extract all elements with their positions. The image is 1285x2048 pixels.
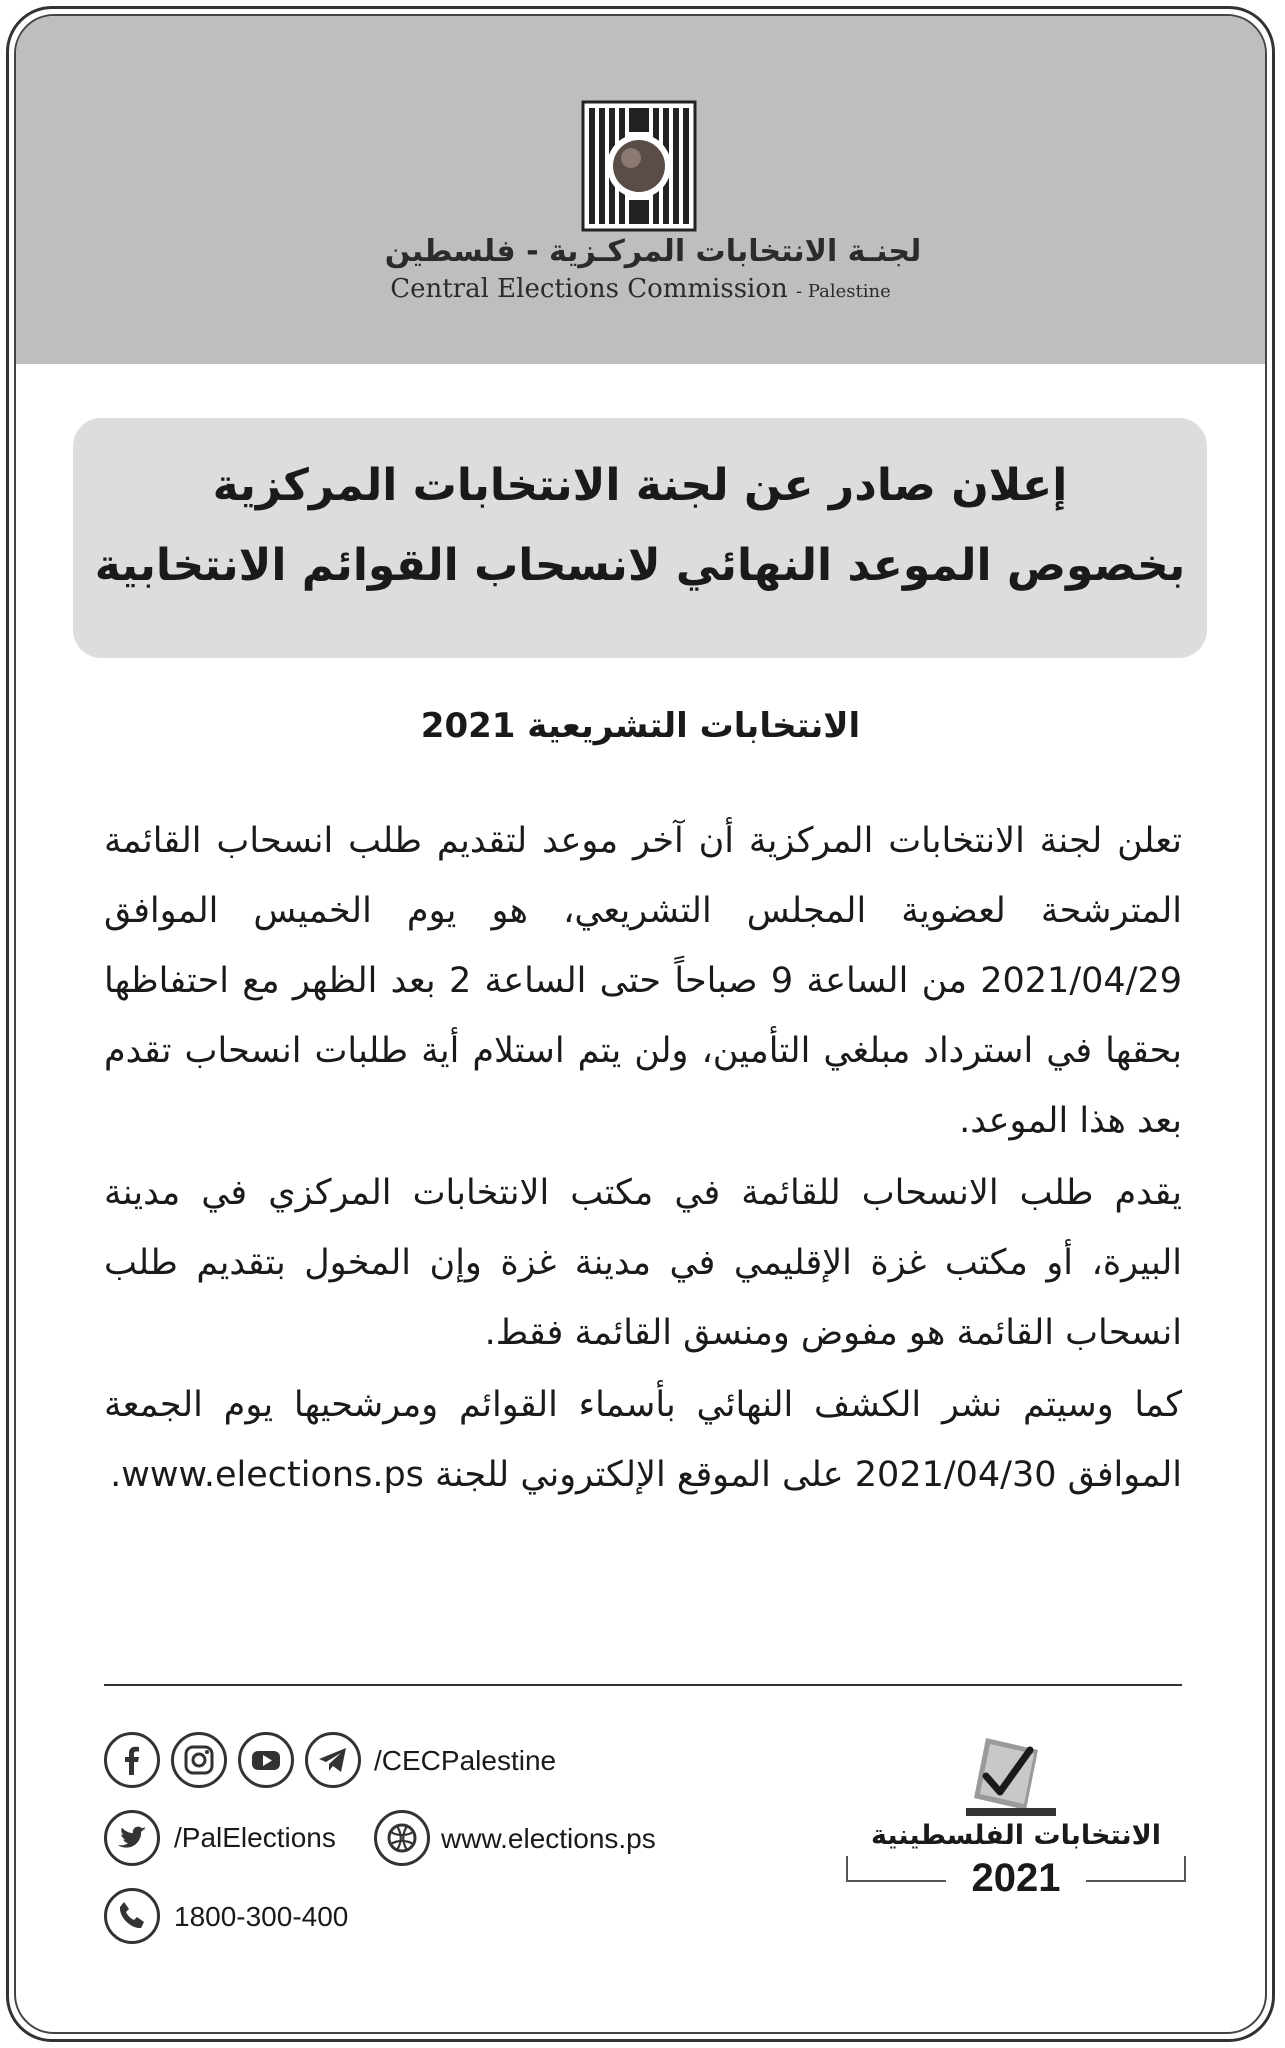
badge-label: الانتخابات الفلسطينية <box>871 1820 1161 1851</box>
org-name-english-suffix: - Palestine <box>796 281 891 302</box>
announcement-frame <box>14 14 1267 2034</box>
badge-tick-right <box>1184 1856 1186 1882</box>
header-band <box>16 16 1265 364</box>
phone-number: 1800-300-400 <box>174 1901 349 1932</box>
title-line-1: إعلان صادر عن لجنة الانتخابات المركزية <box>212 460 1068 511</box>
twitter-handle[interactable]: /PalElections <box>174 1822 336 1853</box>
badge-line-right <box>1086 1880 1186 1882</box>
org-name-english <box>16 274 1265 304</box>
instagram-icon[interactable] <box>171 1732 227 1788</box>
ballot-check-icon <box>956 1728 1066 1818</box>
elections-2021-badge <box>846 1728 1186 1908</box>
footer-divider <box>104 1684 1182 1686</box>
twitter-icon[interactable] <box>104 1810 160 1866</box>
facebook-icon[interactable] <box>104 1732 160 1788</box>
org-name-arabic: لجنـة الانتخابات المركـزية - فلسطين <box>384 234 922 269</box>
cec-logo-icon <box>581 100 697 232</box>
title-box <box>73 418 1207 658</box>
website-link[interactable]: www.elections.ps <box>441 1823 656 1854</box>
org-name-english-main: Central Elections Commission <box>390 274 788 304</box>
badge-line-left <box>846 1880 946 1882</box>
youtube-icon[interactable] <box>238 1732 294 1788</box>
telegram-icon[interactable] <box>305 1732 361 1788</box>
paragraph-1: تعلن لجنة الانتخابات المركزية أن آخر موعد لتقديم طلب انسحاب القائمة المترشحة لعضوية المجلس التشريعي، هو يوم الخميس الموافق 2021/04/29 من الساعة 9 صباحاً حتى الساعة 2 بعد الظهر مع احتفاظها بحقها في استرداد مبلغي التأمين، ولن يتم استلام أية طلبات انسحاب تقدم بعد هذا الموعد. <box>104 821 1182 1141</box>
social-handle[interactable]: /CECPalestine <box>374 1745 557 1776</box>
title-line-2: بخصوص الموعد النهائي لانسحاب القوائم الانتخابية <box>94 540 1186 591</box>
badge-year: 2021 <box>971 1856 1061 1900</box>
globe-icon[interactable] <box>374 1810 430 1866</box>
paragraph-2: يقدم طلب الانسحاب للقائمة في مكتب الانتخابات المركزي في مدينة البيرة، أو مكتب غزة الإقليمي في مدينة غزة وإن المخول بتقديم طلب انسحاب القائمة هو مفوض ومنسق القائمة فقط. <box>104 1173 1182 1353</box>
badge-tick-left <box>846 1856 848 1882</box>
phone-icon <box>104 1888 160 1944</box>
paragraph-3: كما وسيتم نشر الكشف النهائي بأسماء القوائم ومرشحيها يوم الجمعة الموافق 2021/04/30 على الموقع الإلكتروني للجنة www.elections.ps. <box>104 1385 1182 1495</box>
subtitle: الانتخابات التشريعية 2021 <box>420 706 861 746</box>
